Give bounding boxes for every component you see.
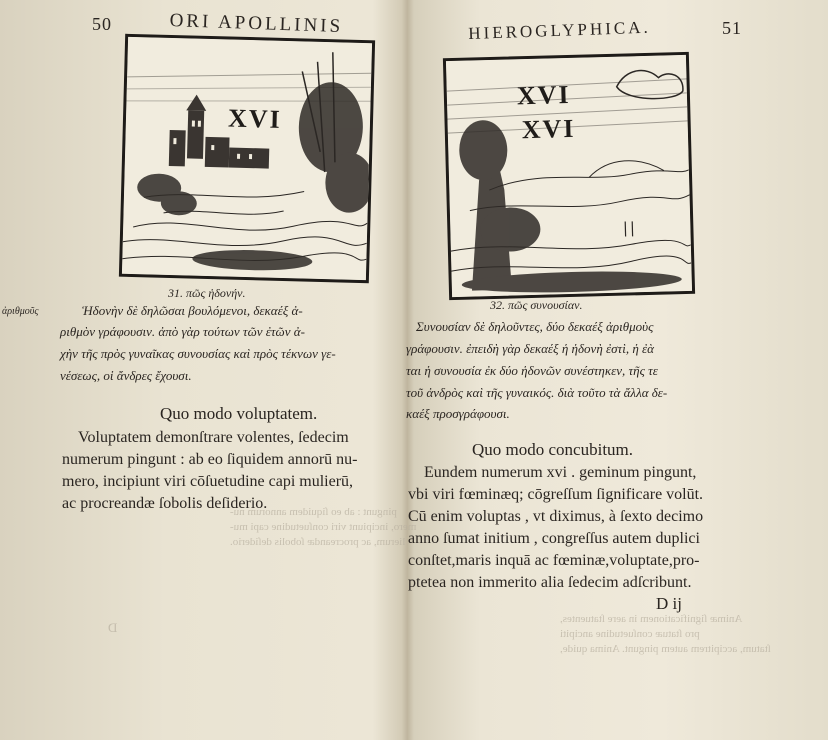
left-woodcut: [119, 34, 375, 283]
left-page-number: 50: [92, 14, 112, 34]
right-greek-line-5: καέξ προσγράφουσι.: [406, 406, 510, 421]
left-show-through-2: mero, incipiunt viri conſuetudine capi mu-: [230, 521, 417, 533]
left-latin-heading: Quo modo voluptatem.: [160, 404, 318, 423]
right-woodcut-caption: 32. πῶς συνουσίαν.: [490, 298, 583, 312]
left-running-head: ORI APOLLINIS: [169, 10, 344, 38]
right-latin-line-5: conſtet,maris inquā ac fœminæ,voluptate,pro-: [408, 552, 700, 569]
right-show-through-1: Animæ ſignificationem in aere ſtatuentes,: [560, 613, 743, 625]
right-show-through-3: ſtatum, accipitrem autem pingunt. Anima quide,: [560, 643, 771, 655]
left-woodcut-illustration: [122, 37, 372, 280]
right-latin-heading: Quo modo concubitum.: [472, 440, 634, 459]
right-latin-line-1: Eundem numerum xvi . geminum pingunt,: [424, 464, 697, 481]
left-show-through-4: D: [108, 620, 118, 635]
right-latin-line-3: Cū enim voluptas , vt diximus, à ſexto decimo: [408, 508, 704, 525]
right-show-through-2: pro ſtatuæ conſuetudine ancipiti: [560, 628, 700, 640]
right-greek-line-1: Συνουσίαν δὲ δηλοῦντες, δύο δεκαέξ ἀριθμοὺς: [416, 319, 654, 334]
right-latin-line-2: vbi viri fœminæq; cōgreſſum ſignificare volūt.: [408, 486, 704, 503]
left-margin-note: ἀριθμοῦς: [2, 306, 39, 317]
right-running-head: HIEROGLYPHICA.: [468, 17, 651, 43]
left-latin-line-4: ac procreandæ ſobolis deſiderio.: [62, 495, 268, 512]
right-woodcut: [443, 52, 695, 300]
right-page-number: 51: [722, 18, 742, 38]
left-greek-line-1: Ἡδονὴν δὲ δηλῶσαι βουλόμενοι, δεκαέξ ἀ-: [82, 303, 303, 318]
left-woodcut-caption: 31. πῶς ἡδονήν.: [168, 286, 246, 300]
left-woodcut-numeral: XVI: [227, 103, 283, 134]
left-greek-line-4: νέσεως, οἱ ἄνδρες ἔχουσι.: [60, 368, 192, 383]
left-show-through-3: lierum, ac procreandæ ſobolis deſiderio.: [230, 536, 406, 548]
right-greek-line-3: ται ἡ συνουσία ἐκ δύο ἡδονῶν συνέστηκεν, τῆς τε: [406, 363, 658, 378]
right-latin-line-4: anno ſumat initium , congreſſus autem duplici: [408, 530, 700, 547]
left-latin-line-3: mero, incipiunt viri cōſuetudine capi mulierū,: [62, 473, 354, 490]
right-woodcut-numeral-2: XVI: [521, 113, 576, 145]
left-greek-line-3: χὴν τῆς πρὸς γυναῖκας συνουσίας καὶ πρὸς τέκνων γε-: [60, 346, 336, 361]
right-signature-mark: D ij: [656, 594, 682, 613]
right-latin-line-6: ptetea non immerito alia ſedecim adſcribunt.: [408, 574, 692, 591]
right-greek-line-2: γράφουσιν. ἐπειδὴ γὰρ δεκαέξ ἡ ἡδονὴ ἐστὶ, ἡ ἐὰ: [406, 341, 654, 356]
left-latin-line-1: Voluptatem demonſtrare volentes, ſedecim: [78, 429, 349, 446]
right-woodcut-numeral-1: XVI: [516, 79, 571, 111]
right-page: [400, 0, 828, 740]
left-latin-line-2: numerum pingunt : ab eo ſiquidem annorū nu-: [62, 451, 358, 468]
right-greek-line-4: τοῦ ἀνδρὸς καὶ τῆς γυναικός. διὰ τοῦτο τὰ ἄλλα δε-: [406, 385, 668, 400]
left-show-through-1: pingunt : ab eo ſiquidem annorum nu-: [230, 506, 397, 518]
left-greek-line-2: ριθμὸν γράφουσιν. ἀπὸ γὰρ τούτων τῶν ἐτῶν ἀ-: [60, 324, 305, 339]
